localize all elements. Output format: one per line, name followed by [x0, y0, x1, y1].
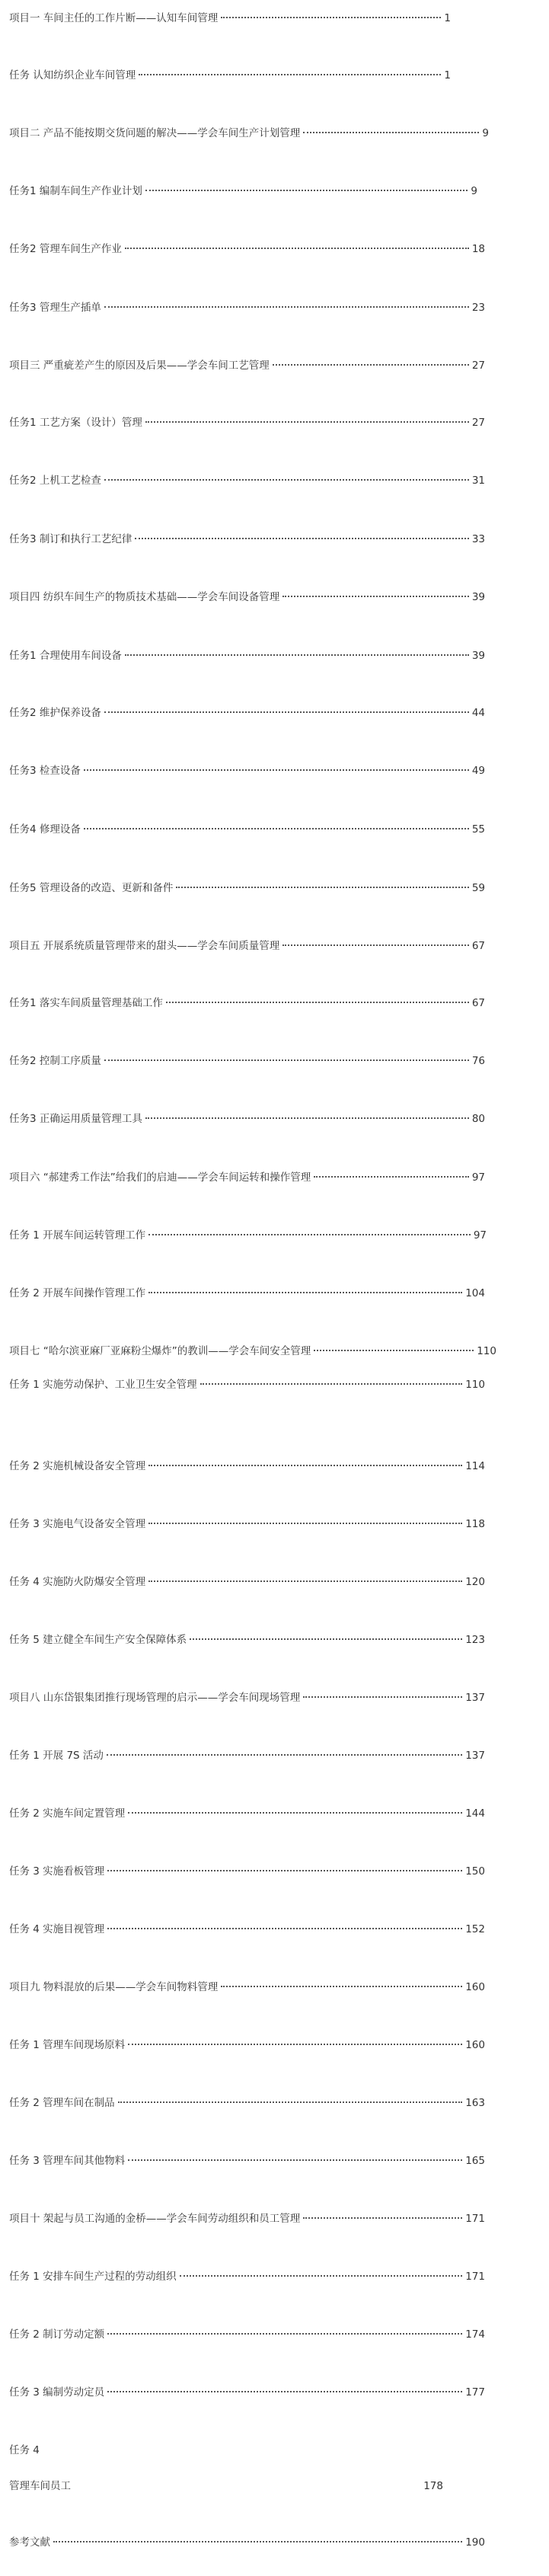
toc-entry-title: 任务3 检查设备	[9, 765, 81, 777]
toc-entry[interactable]	[9, 241, 485, 257]
toc-entry-title: 任务 2 开展车间操作管理工作	[9, 1287, 146, 1299]
toc-entry[interactable]	[9, 1343, 496, 1360]
toc-page-number: 59	[471, 882, 485, 894]
toc-entry[interactable]	[9, 1747, 485, 1764]
toc-page-number: 31	[471, 475, 485, 487]
dot-leader	[104, 479, 469, 481]
dot-leader	[145, 421, 469, 423]
dot-leader	[190, 1638, 462, 1640]
dot-leader	[104, 306, 469, 308]
toc-page-number: 27	[471, 417, 485, 429]
toc-entry-title: 任务 3 实施看板管理	[9, 1865, 105, 1878]
toc-page-number: 80	[471, 1113, 485, 1125]
toc-entry-title: 任务 3 管理车间其他物料	[9, 2155, 126, 2167]
toc-entry-title: 项目八 山东岱银集团推行现场管理的启示——学会车间现场管理	[9, 1692, 301, 1704]
toc-page-number: 55	[471, 823, 485, 836]
toc-entry[interactable]	[9, 1458, 485, 1475]
toc-page-number: 33	[471, 533, 485, 545]
toc-entry-title: 任务2 管理车间生产作业	[9, 243, 122, 255]
toc-entry-title: 任务 2 管理车间在制品	[9, 2097, 115, 2109]
toc-entry-title: 任务2 上机工艺检查	[9, 475, 101, 487]
toc-entry-title: 任务 4 实施防火防爆安全管理	[9, 1576, 146, 1588]
toc-entry[interactable]	[9, 1169, 485, 1186]
toc-entry[interactable]	[9, 414, 485, 431]
toc-page-number: 39	[471, 650, 485, 662]
toc-page-number: 152	[465, 1923, 485, 1935]
toc-entry-title: 任务 2 实施车间定置管理	[9, 1807, 126, 1820]
toc-page-number: 114	[465, 1460, 485, 1472]
dot-leader	[107, 1928, 462, 1929]
toc-entry[interactable]	[9, 2478, 443, 2495]
toc-page-number: 44	[471, 707, 485, 719]
toc-page-number: 23	[471, 302, 485, 314]
toc-entry[interactable]	[9, 2268, 485, 2285]
dot-leader	[145, 190, 468, 191]
toc-entry-title: 项目五 开展系统质量管理带来的甜头——学会车间质量管理	[9, 940, 280, 952]
toc-entry-title: 任务 5 建立健全车间生产安全保障体系	[9, 1634, 187, 1646]
toc-page-number: 118	[465, 1518, 485, 1530]
toc-entry[interactable]	[9, 183, 477, 200]
toc-entry[interactable]	[9, 531, 485, 548]
toc-entry-title: 任务 认知纺织企业车间管理	[9, 69, 136, 81]
toc-entry[interactable]	[9, 2095, 485, 2111]
toc-entry[interactable]	[9, 67, 451, 84]
toc-entry-title: 任务2 控制工序质量	[9, 1055, 101, 1067]
toc-entry[interactable]	[9, 2384, 485, 2401]
toc-page-number: 67	[471, 940, 485, 952]
toc-page-number: 97	[473, 1229, 487, 1242]
dot-leader	[107, 2333, 462, 2335]
toc-page-number: 123	[465, 1634, 485, 1646]
toc-entry[interactable]	[9, 125, 489, 142]
toc-page-number: 178	[423, 2480, 443, 2492]
toc-entry[interactable]	[9, 1053, 485, 1069]
toc-page-number: 9	[482, 127, 489, 139]
dot-leader	[148, 1523, 462, 1524]
toc-entry[interactable]	[9, 1574, 485, 1590]
dot-leader	[104, 711, 469, 713]
toc-entry-title: 任务 4 实施目视管理	[9, 1923, 105, 1935]
toc-page-number: 190	[465, 2536, 485, 2549]
toc-entry-title: 任务 3 实施电气设备安全管理	[9, 1518, 146, 1530]
toc-entry-title: 任务1 工艺方案（设计）管理	[9, 417, 142, 429]
dot-leader	[128, 2159, 462, 2161]
toc-page-number: 1	[444, 69, 451, 81]
toc-page-number: 104	[465, 1287, 485, 1299]
toc-entry-title: 管理车间员工	[9, 2480, 71, 2492]
dot-leader	[84, 769, 469, 771]
dot-leader	[314, 1176, 469, 1178]
toc-page-number: 9	[471, 185, 477, 197]
dot-leader	[84, 828, 469, 829]
toc-page-number: 171	[465, 2213, 485, 2225]
toc-entry[interactable]	[9, 1111, 485, 1127]
toc-entry[interactable]	[9, 2153, 485, 2169]
dot-leader	[176, 887, 468, 888]
toc-entry[interactable]	[9, 938, 485, 954]
dot-leader	[314, 1350, 474, 1351]
dot-leader	[148, 1465, 462, 1466]
toc-page-number: 137	[465, 1750, 485, 1762]
dot-leader	[107, 1870, 462, 1871]
toc-entry-title: 任务3 管理生产插单	[9, 302, 101, 314]
dot-leader	[282, 944, 469, 946]
toc-entry-title: 任务 1 实施劳动保护、工业卫生安全管理	[9, 1379, 197, 1391]
toc-page-number: 174	[465, 2328, 485, 2341]
dot-leader	[118, 2101, 463, 2103]
toc-entry-title: 任务 1 安排车间生产过程的劳动组织	[9, 2271, 177, 2283]
toc-entry[interactable]	[9, 880, 485, 896]
toc-entry-title: 项目六 “郝建秀工作法”给我们的启迪——学会车间运转和操作管理	[9, 1171, 311, 1184]
toc-entry-title: 任务3 正确运用质量管理工具	[9, 1113, 142, 1125]
toc-entry-title: 项目二 产品不能按期交货问题的解决——学会车间生产计划管理	[9, 127, 301, 139]
toc-entry[interactable]	[9, 10, 451, 27]
toc-page-number: 120	[465, 1576, 485, 1588]
toc-page-number: 18	[471, 243, 485, 255]
toc-entry[interactable]	[9, 705, 485, 721]
toc-page-number: 27	[471, 360, 485, 372]
toc-page-number: 49	[471, 765, 485, 777]
toc-entry-title: 任务 3 编制劳动定员	[9, 2386, 105, 2399]
dot-leader	[135, 538, 468, 539]
toc-entry-title: 任务 1 管理车间现场原料	[9, 2039, 126, 2051]
toc-entry-title: 任务 1 开展 7S 活动	[9, 1750, 104, 1762]
dot-leader	[303, 2217, 462, 2219]
toc-entry-title: 项目四 纺织车间生产的物质技术基础——学会车间设备管理	[9, 591, 280, 603]
toc-entry-title: 任务1 合理使用车间设备	[9, 650, 122, 662]
toc-page-number: 110	[465, 1379, 485, 1391]
dot-leader	[303, 132, 479, 133]
toc-page-number: 163	[465, 2097, 485, 2109]
dot-leader	[125, 654, 469, 656]
toc-entry-title: 任务1 落实车间质量管理基础工作	[9, 997, 163, 1009]
dot-leader	[145, 1117, 469, 1119]
toc-entry[interactable]	[9, 1863, 485, 1880]
dot-leader	[166, 1002, 469, 1003]
toc-entry[interactable]	[9, 357, 485, 374]
toc-entry[interactable]	[9, 995, 485, 1012]
toc-entry[interactable]	[9, 1979, 485, 1996]
toc-entry-title: 任务5 管理设备的改造、更新和备件	[9, 882, 174, 894]
dot-leader	[128, 1812, 462, 1814]
dot-leader	[128, 2044, 462, 2045]
toc-page-number: 177	[465, 2386, 485, 2399]
toc-page-number: 165	[465, 2155, 485, 2167]
toc-entry[interactable]	[9, 1689, 485, 1706]
dot-leader	[148, 1234, 471, 1235]
toc-entry-title: 任务1 编制车间生产作业计划	[9, 185, 142, 197]
toc-entry-title: 项目三 严重疵差产生的原因及后果——学会车间工艺管理	[9, 360, 270, 372]
toc-entry-title: 参考文献	[9, 2536, 50, 2549]
toc-entry-title: 项目七 “哈尔滨亚麻厂亚麻粉尘爆炸”的教训——学会车间安全管理	[9, 1345, 311, 1357]
toc-entry-title: 项目一 车间主任的工作片断——认知车间管理	[9, 12, 219, 24]
toc-entry[interactable]	[9, 1376, 485, 1393]
toc-entry[interactable]	[9, 1805, 485, 1822]
toc-page-number: 67	[471, 997, 485, 1009]
dot-leader	[125, 248, 469, 249]
toc-entry-title: 任务 2 制订劳动定额	[9, 2328, 105, 2341]
dot-leader	[148, 1580, 462, 1582]
toc-entry[interactable]	[9, 1285, 485, 1302]
dot-leader	[107, 2391, 462, 2392]
toc-entry-title: 项目九 物料混放的后果——学会车间物料管理	[9, 1981, 219, 1993]
toc-page-number: 39	[471, 591, 485, 603]
toc-entry[interactable]	[9, 2037, 485, 2053]
toc-entry[interactable]	[9, 821, 485, 838]
toc-entry[interactable]	[9, 2326, 485, 2343]
dot-leader	[53, 2541, 462, 2542]
toc-page-number: 160	[465, 2039, 485, 2051]
dot-leader	[107, 1754, 462, 1756]
dot-leader	[273, 364, 469, 366]
toc-entry[interactable]	[9, 2442, 161, 2459]
toc-entry[interactable]	[9, 589, 485, 606]
toc-entry[interactable]	[9, 2210, 485, 2227]
toc-entry[interactable]	[9, 647, 485, 664]
toc-entry[interactable]	[9, 472, 485, 489]
toc-entry-title: 任务3 制订和执行工艺纪律	[9, 533, 132, 545]
toc-entry[interactable]	[9, 1632, 485, 1648]
dot-leader	[200, 1383, 463, 1385]
toc-entry[interactable]	[9, 1921, 485, 1938]
dot-leader	[303, 1696, 462, 1698]
toc-page-number: 160	[465, 1981, 485, 1993]
toc-entry[interactable]	[9, 1516, 485, 1532]
toc-page-number: 1	[444, 12, 451, 24]
dot-leader	[139, 74, 441, 75]
toc-entry-title: 任务 2 实施机械设备安全管理	[9, 1460, 146, 1472]
toc-entry[interactable]	[9, 1227, 487, 1244]
toc-page-number: 144	[465, 1807, 485, 1820]
toc-entry-title: 任务2 维护保养设备	[9, 707, 101, 719]
dot-leader	[282, 596, 469, 597]
dot-leader	[221, 17, 441, 18]
dot-leader	[221, 1986, 462, 1987]
dot-leader	[104, 1059, 469, 1061]
toc-entry[interactable]	[9, 762, 485, 779]
dot-leader	[180, 2275, 463, 2277]
toc-entry-title: 任务 1 开展车间运转管理工作	[9, 1229, 146, 1242]
toc-entry-title: 任务4 修理设备	[9, 823, 81, 836]
dot-leader	[148, 1292, 462, 1293]
toc-page-number: 97	[471, 1171, 485, 1184]
toc-entry-title: 任务 4	[9, 2444, 40, 2456]
toc-page-number: 76	[471, 1055, 485, 1067]
toc-page-number: 171	[465, 2271, 485, 2283]
toc-entry-title: 项目十 架起与员工沟通的金桥——学会车间劳动组织和员工管理	[9, 2213, 301, 2225]
toc-page-number: 110	[477, 1345, 496, 1357]
toc-page-number: 137	[465, 1692, 485, 1704]
toc-page-number: 150	[465, 1865, 485, 1878]
toc-entry[interactable]	[9, 299, 485, 316]
toc-entry[interactable]	[9, 2534, 485, 2551]
